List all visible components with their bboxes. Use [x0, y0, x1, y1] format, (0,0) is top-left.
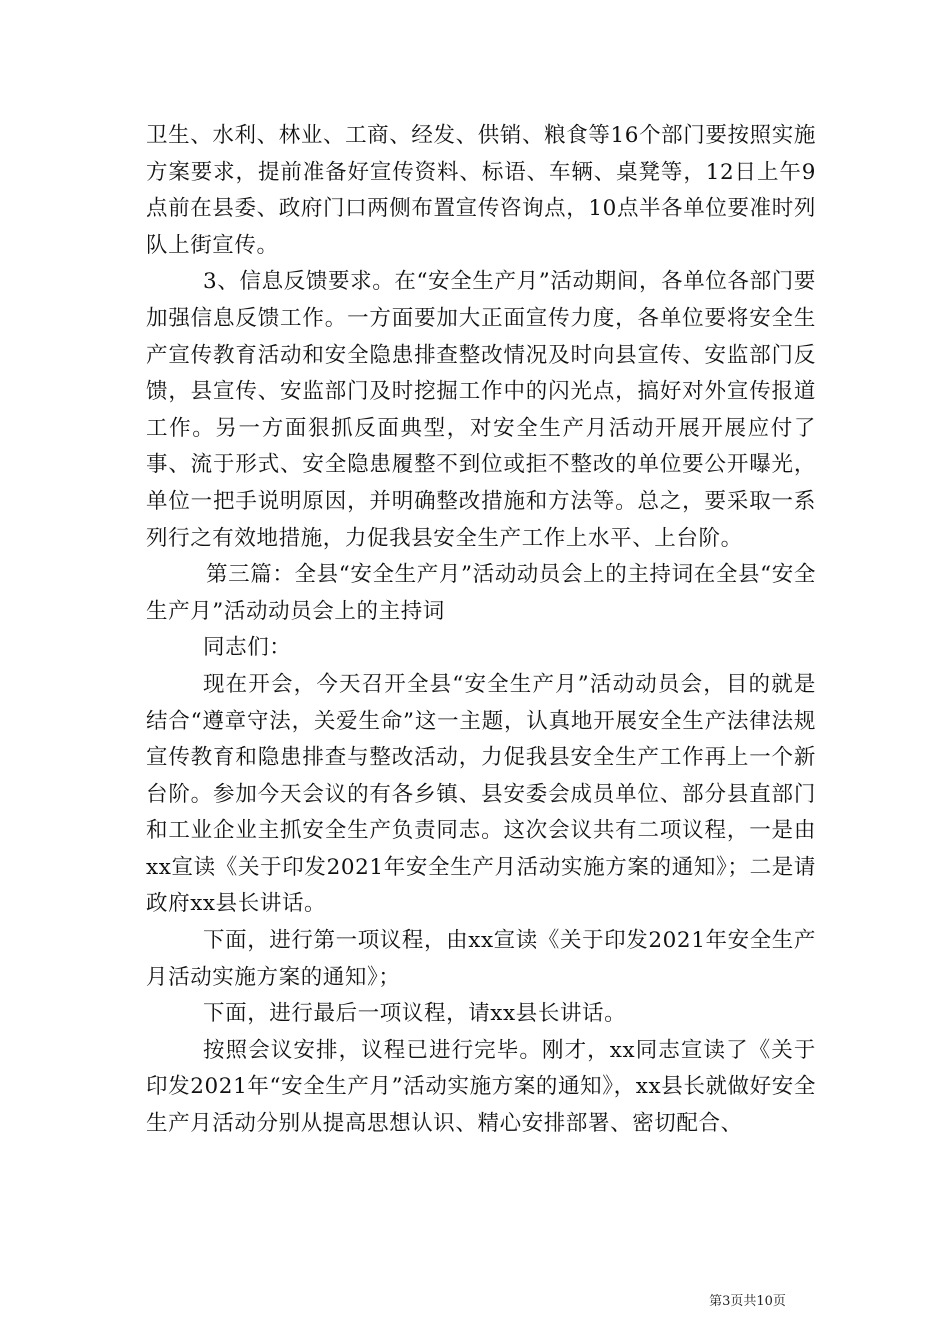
paragraph-agenda-item-one: 下面，进行第一项议程，由xx宣读《关于印发2021年安全生产月活动实施方案的通知》；: [146, 928, 816, 990]
paragraph-salutation: 同志们：: [203, 635, 292, 661]
paragraph-opening: 现在开会，今天召开全县“安全生产月”活动动员会，目的就是结合“遵章守法，关爱生命”这一主题，认真地开展安全生产法律法规宣传教育和隐患排查与整改活动，力促我县安全生产工作再上一个新台阶。参加今天会议的有各乡镇、县安委会成员单位、部分县直部门和工业企业主抓安全生产负责同志。这次会议共有二项议程，一是由xx宣读《关于印发2021年安全生产月活动实施方案的通知》；二是请政府xx县长讲话。: [146, 671, 816, 917]
paragraph-feedback-requirements: 3、信息反馈要求。在“安全生产月”活动期间，各单位各部门要加强信息反馈工作。一方面要加大正面宣传力度，各单位要将安全生产宣传教育活动和安全隐患排查整改情况及时向县宣传、安监部门反馈，县宣传、安监部门及时挖掘工作中的闪光点，搞好对外宣传报道工作。另一方面狠抓反面典型，对安全生产月活动开展开展应付了事、流于形式、安全隐患履整不到位或拒不整改的单位要公开曝光，单位一把手说明原因，并明确整改措施和方法等。总之，要采取一系列行之有效地措施，力促我县安全生产工作上水平、上台阶。: [146, 269, 816, 551]
paragraph-summary: 按照会议安排，议程已进行完毕。刚才，xx同志宣读了《关于印发2021年“安全生产月”活动实施方案的通知》，xx县长就做好安全生产月活动分别从提高思想认识、精心安排部署、密切配合、: [146, 1037, 816, 1137]
paragraph-agenda-item-two: 下面，进行最后一项议程，请xx县长讲话。: [203, 1001, 627, 1027]
document-body: [146, 118, 816, 1143]
page-number: 第3页共10页: [709, 1294, 786, 1309]
page-footer: [0, 1290, 950, 1309]
paragraph-continuation: 卫生、水利、林业、工商、经发、供销、粮食等16个部门要按照实施方案要求，提前准备好宣传资料、标语、车辆、桌凳等，12日上午9点前在县委、政府门口两侧布置宣传咨询点，10点半各单位要准时列队上街宣传。: [146, 123, 816, 258]
section-heading: 第三篇：全县“安全生产月”活动动员会上的主持词在全县“安全生产月”活动动员会上的主持词: [146, 562, 816, 624]
